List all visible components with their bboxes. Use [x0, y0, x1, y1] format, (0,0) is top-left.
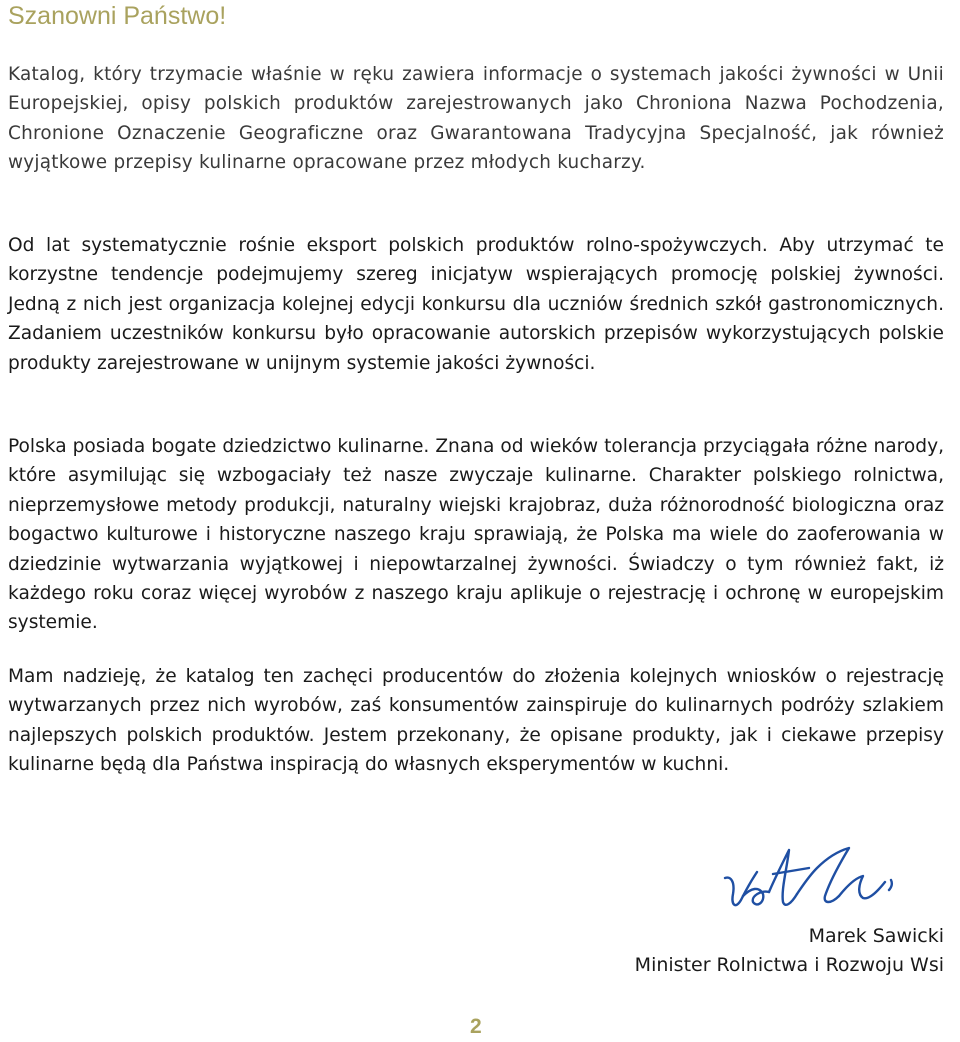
- paragraph-4: Mam nadzieję, że katalog ten zachęci producentów do złożenia kolejnych wniosków o rejestrację wytwarzanych przez nich wyrobów, zaś konsumentów zainspiruje do kulinarnych podróży szlakiem najlepszych polskich produktów. Jestem przekonany, że opisane produkty, jak i ciekawe przepisy kulinarne będą dla Państwa inspiracją do własnych eksperymentów w kuchni.: [8, 666, 944, 776]
- letter-page: [8, 0, 948, 1042]
- greeting-heading: Szanowni Państwo!: [8, 2, 227, 30]
- signer-name: Marek Sawicki: [808, 925, 944, 947]
- signer-block: [635, 922, 944, 980]
- paragraph-3: Polska posiada bogate dziedzictwo kulinarne. Znana od wieków tolerancja przyciągała różne narody, które asymilując się wzbogaciały też nasze zwyczaje kulinarne. Charakter polskiego rolnictwa, nieprzemysłowe metody produkcji, naturalny wiejski krajobraz, duża różnorodność biologiczna oraz bogactwo kulturowe i historyczne naszego kraju sprawiają, że Polska ma wiele do zaoferowania w dziedzinie wytwarzania wyjątkowej i niepowtarzalnej żywności. Świadczy o tym również fakt, iż każdego roku coraz więcej wyrobów z naszego kraju aplikuje o rejestrację i ochronę w europejskim systemie.: [8, 436, 944, 634]
- page-number: 2: [470, 1015, 482, 1038]
- signer-title: Minister Rolnictwa i Rozwoju Wsi: [634, 954, 944, 976]
- paragraph-1: Katalog, który trzymacie właśnie w ręku zawiera informacje o systemach jakości żywności w Unii Europejskiej, opisy polskich produktów zarejestrowanych jako Chroniona Nazwa Pochodzenia, Chronione Oznaczenie Geograficzne oraz Gwarantowana Tradycyjna Specjalność, jak również wyjątkowe przepisy kulinarne opracowane przez młodych kucharzy.: [8, 64, 944, 174]
- paragraph-2: Od lat systematycznie rośnie eksport polskich produktów rolno-spożywczych. Aby utrzymać te korzystne tendencje podejmujemy szereg inicjatyw wspierających promocję polskiej żywności. Jedną z nich jest organizacja kolejnej edycji konkursu dla uczniów średnich szkół gastronomicznych. Zadaniem uczestników konkursu było opracowanie autorskich przepisów wykorzystujących polskie produkty zarejestrowane w unijnym systemie jakości żywności.: [8, 235, 944, 374]
- handwritten-signature: [713, 838, 933, 928]
